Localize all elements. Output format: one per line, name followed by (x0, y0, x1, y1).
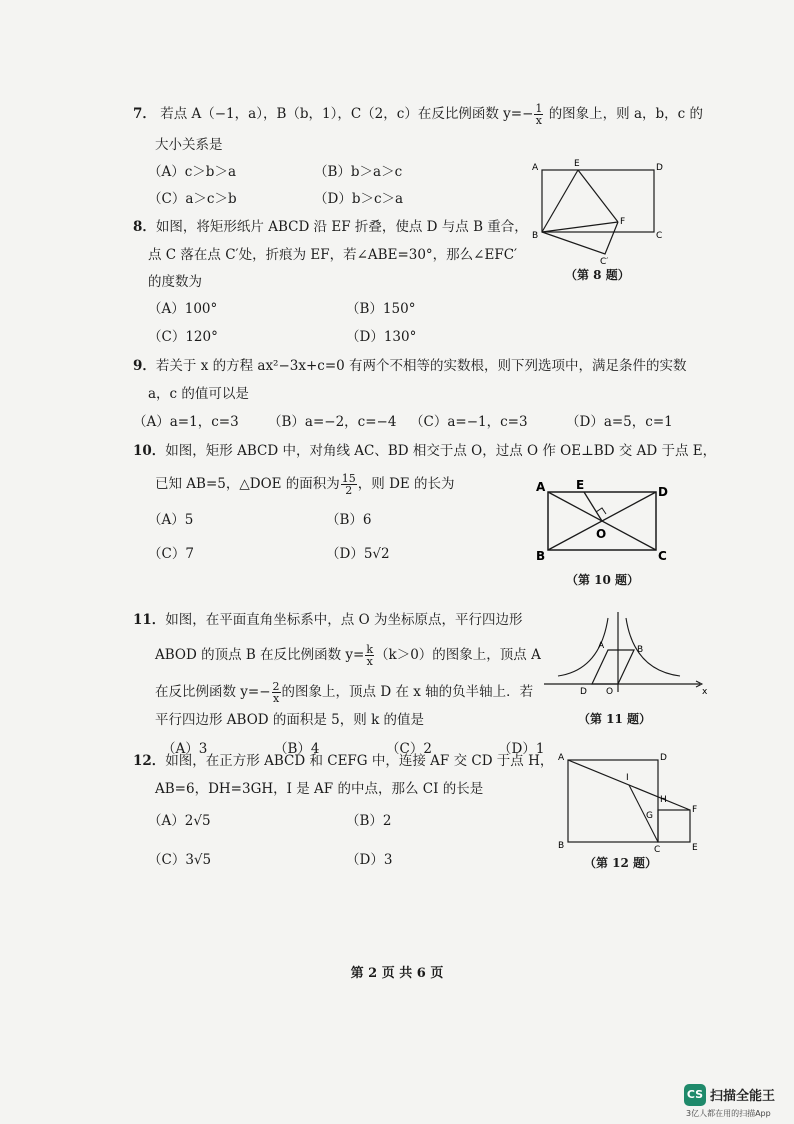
q10-caption: （第 10 题） (566, 573, 640, 587)
q10-option-d: （D）5√2 (326, 546, 390, 562)
q7-option-b: （B）b＞a＞c (314, 164, 403, 180)
q8-option-b: （B）150° (346, 301, 416, 317)
q12-option-b: （B）2 (346, 813, 392, 829)
q10-figure (532, 478, 672, 564)
q12-option-d: （D）3 (346, 852, 393, 868)
q8-label-a: A (532, 163, 539, 173)
q11-fraction-2: $\frac{2}{x}$ (272, 680, 280, 705)
q8-caption: （第 8 题） (565, 268, 630, 282)
q7-fraction: $\frac{1}{x}$ (535, 102, 543, 127)
q12-square-abcd (568, 760, 658, 842)
q8-option-a: （A）100° (148, 301, 218, 317)
q8-stem-line1: 8．如图，将矩形纸片 ABCD 沿 EF 折叠，使点 D 与点 B 重合， (133, 219, 528, 235)
q8-label-c: C (656, 231, 663, 241)
q7-option-c: （C）a＞c＞b (148, 191, 237, 207)
q12-label-c: C (654, 845, 661, 854)
q11-stem-line3: 在反比例函数 y=− $\frac{2}{x}$ 的图象上，顶点 D 在 x 轴的负半轴上．若 (155, 680, 534, 705)
q7-option-d: （D）b＞c＞a (314, 191, 404, 207)
q8-line-be (542, 170, 578, 232)
scanner-logo-icon: CS (684, 1084, 706, 1106)
q11-fraction-k: $\frac{k}{x}$ (366, 643, 374, 668)
q10-option-b: （B）6 (326, 512, 372, 528)
q8-stem-line3: 的度数为 (148, 274, 202, 290)
q12-option-c: （C）3√5 (148, 852, 212, 868)
q11-label-a: A (598, 641, 605, 651)
q10-label-b: B (536, 549, 546, 563)
q8-option-c: （C）120° (148, 329, 218, 345)
q10-fraction: $\frac{15}{2}$ (341, 472, 356, 497)
q8-rect-dashed (542, 170, 654, 232)
q12-label-b: B (558, 841, 565, 851)
q9-stem-line2: a，c 的值可以是 (148, 386, 249, 402)
q9-option-d: （D）a=5，c=1 (566, 414, 673, 430)
q10-label-e: E (576, 478, 585, 492)
q8-label-e: E (574, 159, 580, 169)
q12-label-d: D (660, 753, 667, 763)
q11-option-d: （D）1 (498, 741, 545, 757)
q11-stem-line1: 11．如图，在平面直角坐标系中，点 O 为坐标原点，平行四边形 (133, 612, 523, 628)
scanner-tagline: 3亿人都在用的扫描App (686, 1109, 771, 1118)
q12-label-f: F (692, 805, 698, 815)
q8-figure (530, 158, 670, 266)
q11-label-b: B (637, 645, 644, 655)
q12-label-g: G (646, 811, 653, 821)
q12-option-a: （A）2√5 (148, 813, 211, 829)
q7-option-a: （A）c＞b＞a (148, 164, 237, 180)
q8-option-d: （D）130° (346, 329, 417, 345)
q12-label-h: H (660, 795, 667, 805)
q12-line-ci (629, 785, 658, 842)
q8-stem-line2: 点 C 落在点 C′处，折痕为 EF，若∠ABE=30°，那么∠EFC′ (148, 247, 518, 263)
q10-option-c: （C）7 (148, 546, 194, 562)
q11-option-c: （C）2 (386, 741, 432, 757)
q12-figure (556, 750, 706, 854)
q7-stem-line2: 大小关系是 (155, 137, 223, 153)
q10-option-a: （A）5 (148, 512, 194, 528)
q8-label-d: D (656, 163, 663, 173)
q9-option-c: （C）a=−1，c=3 (410, 414, 528, 430)
q9-stem-line1: 9．若关于 x 的方程 ax²−3x+c=0 有两个不相等的实数根，则下列选项中，满足条件的实数 (133, 358, 687, 374)
q10-stem-line2: 已知 AB=5，△DOE 的面积为 $\frac{15}{2}$ ，则 DE 的长为 (155, 472, 455, 497)
q9-option-b: （B）a=−2，c=−4 (268, 414, 397, 430)
q11-label-x: x (702, 687, 708, 697)
q9-option-a: （A）a=1，c=3 (133, 414, 239, 430)
q11-label-d: D (580, 687, 587, 697)
q11-stem-line2: ABOD 的顶点 B 在反比例函数 y= $\frac{k}{x}$ （k＞0）的图象上，顶点 A (155, 643, 541, 668)
q12-label-e: E (692, 843, 698, 853)
q12-stem-line2: AB=6，DH=3GH，I 是 AF 的中点，那么 CI 的长是 (155, 781, 484, 797)
q12-label-i: I (626, 773, 629, 783)
q12-caption: （第 12 题） (584, 856, 658, 870)
q12-stem-line1: 12．如图，在正方形 ABCD 和 CEFG 中，连接 AF 交 CD 于点 H， (133, 753, 554, 769)
page-footer: 第 2 页 共 6 页 (350, 966, 444, 981)
q8-label-f: F (620, 217, 626, 227)
q7-number: 7． (133, 106, 156, 122)
q10-stem-line1: 10．如图，矩形 ABCD 中，对角线 AC、BD 相交于点 O，过点 O 作 OE⊥BD 交 AD 于点 E， (133, 443, 717, 459)
scanner-watermark (684, 1084, 790, 1120)
q7-stem-line1: 7． 若点 A（−1，a），B（b，1），C（2，c）在反比例函数 y=− $\frac{1}{x}$ 的图象上，则 a，b，c 的 (133, 102, 704, 127)
q10-label-o: O (596, 527, 607, 541)
q12-square-cefg (658, 810, 690, 842)
scanner-app-name: 扫描全能王 (710, 1089, 776, 1104)
q10-label-a: A (536, 480, 546, 494)
q8-fold-ef (578, 170, 618, 222)
q11-curve-right (626, 618, 680, 676)
q8-label-c-prime: C′ (600, 257, 609, 266)
q11-stem-line4: 平行四边形 ABOD 的面积是 5，则 k 的值是 (155, 712, 425, 728)
q11-option-b: （B）4 (274, 741, 320, 757)
q11-figure (540, 608, 710, 698)
q8-label-b: B (532, 231, 539, 241)
q11-option-a: （A）3 (162, 741, 208, 757)
q8-rect-left (542, 170, 654, 232)
q10-label-d: D (658, 485, 668, 499)
q11-label-o: O (606, 687, 614, 697)
q11-parallelogram (592, 650, 634, 684)
q8-line-bf (542, 222, 618, 232)
q10-label-c: C (658, 549, 667, 563)
q12-label-a: A (558, 753, 565, 763)
q11-caption: （第 11 题） (578, 712, 652, 726)
